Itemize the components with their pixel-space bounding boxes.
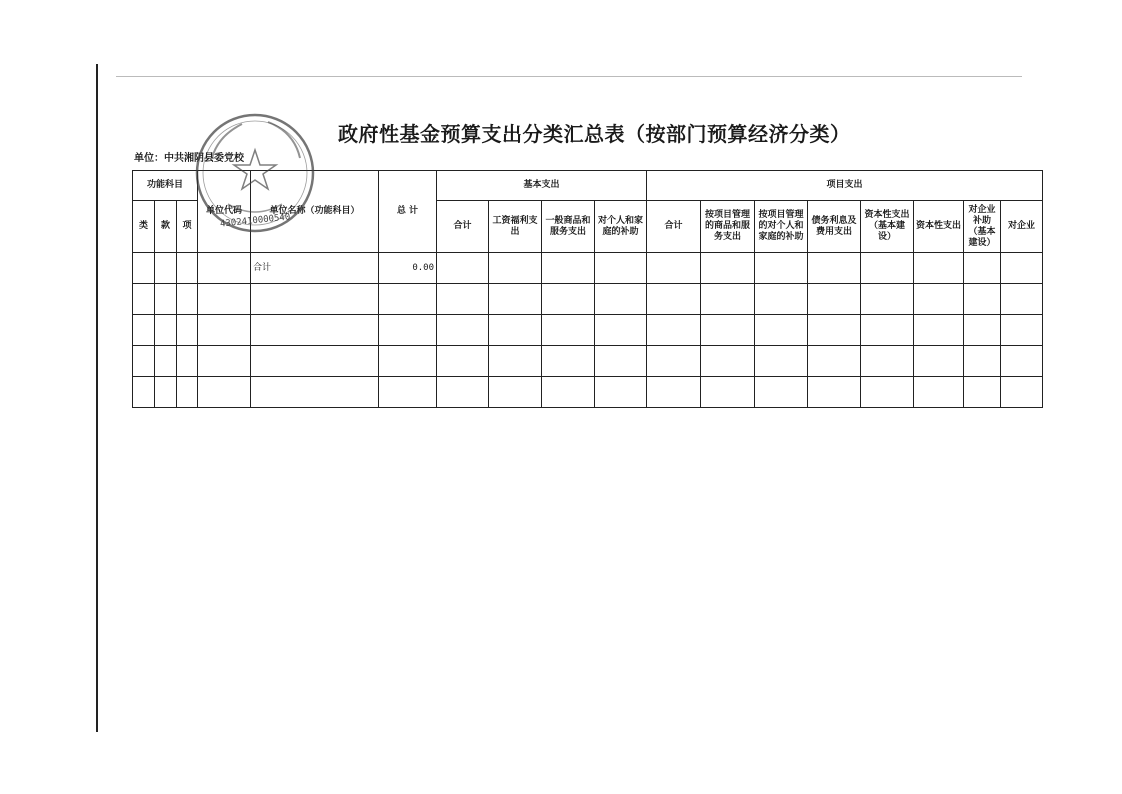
header-project-goods: 按项目管理的商品和服务支出 <box>701 201 755 253</box>
table-cell <box>133 377 155 408</box>
header-project-capital: 资本性支出 <box>914 201 964 253</box>
table-cell <box>595 315 647 346</box>
table-row <box>133 253 1043 284</box>
cell-grand-total <box>379 346 437 377</box>
cell-grand-total <box>379 284 437 315</box>
table-cell <box>198 346 251 377</box>
table-cell <box>489 284 542 315</box>
table-cell <box>701 284 755 315</box>
table-cell <box>755 346 808 377</box>
table-cell <box>1001 284 1043 315</box>
table-row <box>133 377 1043 408</box>
table-cell <box>647 253 701 284</box>
table-cell <box>542 284 595 315</box>
table-cell <box>177 377 198 408</box>
table-cell <box>964 253 1001 284</box>
table-cell <box>177 253 198 284</box>
table-cell <box>755 253 808 284</box>
table-cell <box>198 284 251 315</box>
budget-table <box>132 170 1043 408</box>
table-cell <box>964 346 1001 377</box>
table-cell <box>808 346 861 377</box>
table-cell <box>542 377 595 408</box>
unit-label: 单位：中共湘阴县委党校 <box>134 153 244 164</box>
table-cell <box>155 346 177 377</box>
table-cell <box>914 377 964 408</box>
header-basic-salary: 工资福利支出 <box>489 201 542 253</box>
table-cell <box>595 284 647 315</box>
header-project-enterprise-basic: 对企业补助（基本建设） <box>964 201 1001 253</box>
table-cell <box>647 377 701 408</box>
table-cell <box>198 377 251 408</box>
table-cell <box>861 346 914 377</box>
cell-unit-name <box>251 377 379 408</box>
header-project-capital-basic: 资本性支出（基本建设） <box>861 201 914 253</box>
table-cell <box>542 315 595 346</box>
table-cell <box>155 315 177 346</box>
table-cell <box>177 346 198 377</box>
table-cell <box>437 346 489 377</box>
table-cell <box>1001 377 1043 408</box>
table-cell <box>1001 315 1043 346</box>
table-cell <box>198 315 251 346</box>
header-functional-subject: 功能科目 <box>133 171 198 201</box>
header-project-debt: 债务利息及费用支出 <box>808 201 861 253</box>
cell-grand-total <box>379 377 437 408</box>
header-unit-code: 单位代码 <box>198 171 251 253</box>
header-basic-goods: 一般商品和服务支出 <box>542 201 595 253</box>
table-cell <box>964 315 1001 346</box>
table-cell <box>198 253 251 284</box>
header-basic-total: 合计 <box>437 201 489 253</box>
header-category: 类 <box>133 201 155 253</box>
cell-unit-name <box>251 346 379 377</box>
table-cell <box>701 315 755 346</box>
table-cell <box>542 253 595 284</box>
table-cell <box>808 284 861 315</box>
table-cell <box>701 377 755 408</box>
table-cell <box>964 284 1001 315</box>
budget-table-wrap <box>132 170 1036 412</box>
table-cell <box>914 315 964 346</box>
table-cell <box>595 377 647 408</box>
header-basic-expenditure: 基本支出 <box>437 171 647 201</box>
table-cell <box>133 315 155 346</box>
table-cell <box>489 377 542 408</box>
table-cell <box>861 315 914 346</box>
table-cell <box>914 284 964 315</box>
table-cell <box>489 346 542 377</box>
top-rule <box>116 76 1022 77</box>
table-cell <box>177 284 198 315</box>
table-cell <box>595 346 647 377</box>
table-cell <box>861 377 914 408</box>
table-row <box>133 315 1043 346</box>
header-project-enterprise: 对企业 <box>1001 201 1043 253</box>
table-cell <box>437 315 489 346</box>
table-cell <box>133 253 155 284</box>
header-project-subsidy: 按项目管理的对个人和家庭的补助 <box>755 201 808 253</box>
table-cell <box>133 284 155 315</box>
table-cell <box>647 315 701 346</box>
table-row <box>133 346 1043 377</box>
table-body <box>133 253 1043 408</box>
table-cell <box>595 253 647 284</box>
table-cell <box>177 315 198 346</box>
table-cell <box>1001 346 1043 377</box>
table-cell <box>861 253 914 284</box>
table-cell <box>755 284 808 315</box>
table-cell <box>914 346 964 377</box>
table-cell <box>755 315 808 346</box>
table-cell <box>914 253 964 284</box>
cell-grand-total: 0.00 <box>379 253 437 284</box>
cell-unit-name: 合计 <box>251 253 379 284</box>
table-cell <box>701 253 755 284</box>
cell-unit-name <box>251 284 379 315</box>
table-cell <box>133 346 155 377</box>
header-unit-name: 单位名称（功能科目） <box>251 171 379 253</box>
table-cell <box>861 284 914 315</box>
cell-grand-total <box>379 315 437 346</box>
header-grand-total: 总 计 <box>379 171 437 253</box>
table-cell <box>155 253 177 284</box>
header-item: 项 <box>177 201 198 253</box>
table-cell <box>437 253 489 284</box>
table-cell <box>647 346 701 377</box>
header-section: 款 <box>155 201 177 253</box>
table-row <box>133 284 1043 315</box>
table-cell <box>808 253 861 284</box>
table-cell <box>489 315 542 346</box>
header-basic-subsidy: 对个人和家庭的补助 <box>595 201 647 253</box>
table-cell <box>647 284 701 315</box>
table-cell <box>542 346 595 377</box>
table-cell <box>155 377 177 408</box>
table-cell <box>808 377 861 408</box>
table-cell <box>437 284 489 315</box>
header-project-total: 合计 <box>647 201 701 253</box>
table-cell <box>964 377 1001 408</box>
table-cell <box>437 377 489 408</box>
table-cell <box>701 346 755 377</box>
document-title: 政府性基金预算支出分类汇总表（按部门预算经济分类） <box>338 122 851 146</box>
seal-code: 4302410000540 <box>219 212 291 230</box>
table-cell <box>808 315 861 346</box>
table-cell <box>489 253 542 284</box>
scan-edge-line <box>96 64 98 732</box>
cell-unit-name <box>251 315 379 346</box>
table-cell <box>755 377 808 408</box>
header-project-expenditure: 项目支出 <box>647 171 1043 201</box>
table-cell <box>1001 253 1043 284</box>
table-cell <box>155 284 177 315</box>
